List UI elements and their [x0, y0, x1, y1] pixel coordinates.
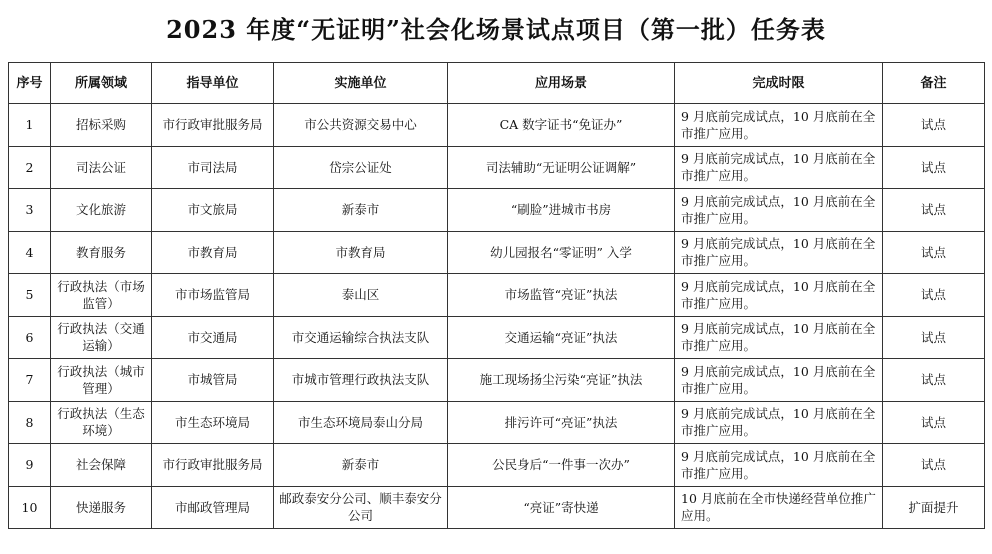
cell-field: 行政执法（市场监管） [51, 274, 152, 317]
cell-no: 9 [9, 444, 51, 487]
cell-field: 教育服务 [51, 231, 152, 274]
cell-guide: 市城管局 [152, 359, 274, 402]
cell-no: 7 [9, 359, 51, 402]
header-no: 序号 [9, 63, 51, 104]
header-note: 备注 [883, 63, 985, 104]
table-row [9, 316, 985, 359]
cell-impl: 新泰市 [274, 444, 448, 487]
header-impl: 实施单位 [274, 63, 448, 104]
cell-impl: 新泰市 [274, 189, 448, 232]
table-row [9, 359, 985, 402]
cell-guide: 市行政审批服务局 [152, 104, 274, 147]
page-title: 2023 年度“无证明”社会化场景试点项目（第一批）任务表 [166, 15, 826, 44]
cell-deadline: 10 月底前在全市快递经营单位推广应用。 [675, 486, 883, 529]
cell-field: 行政执法（城市管理） [51, 359, 152, 402]
cell-scene: 公民身后“一件事一次办” [448, 444, 675, 487]
cell-no: 1 [9, 104, 51, 147]
cell-field: 招标采购 [51, 104, 152, 147]
cell-guide: 市文旅局 [152, 189, 274, 232]
cell-note: 试点 [883, 359, 985, 402]
cell-note: 试点 [883, 444, 985, 487]
table-row [9, 401, 985, 444]
cell-no: 2 [9, 146, 51, 189]
cell-deadline: 9 月底前完成试点，10 月底前在全市推广应用。 [675, 189, 883, 232]
table-row [9, 231, 985, 274]
cell-guide: 市行政审批服务局 [152, 444, 274, 487]
cell-impl: 市公共资源交易中心 [274, 104, 448, 147]
cell-scene: 幼儿园报名“零证明” 入学 [448, 231, 675, 274]
cell-field: 司法公证 [51, 146, 152, 189]
table-row [9, 146, 985, 189]
cell-scene: 交通运输“亮证”执法 [448, 316, 675, 359]
cell-field: 文化旅游 [51, 189, 152, 232]
cell-scene: 市场监管“亮证”执法 [448, 274, 675, 317]
task-table [8, 62, 985, 529]
header-deadline: 完成时限 [675, 63, 883, 104]
cell-scene: “亮证”寄快递 [448, 486, 675, 529]
cell-deadline: 9 月底前完成试点，10 月底前在全市推广应用。 [675, 146, 883, 189]
cell-no: 4 [9, 231, 51, 274]
cell-deadline: 9 月底前完成试点，10 月底前在全市推广应用。 [675, 444, 883, 487]
cell-guide: 市教育局 [152, 231, 274, 274]
cell-impl: 邮政泰安分公司、顺丰泰安分公司 [274, 486, 448, 529]
cell-impl: 市交通运输综合执法支队 [274, 316, 448, 359]
cell-no: 3 [9, 189, 51, 232]
cell-no: 8 [9, 401, 51, 444]
cell-impl: 市城市管理行政执法支队 [274, 359, 448, 402]
cell-deadline: 9 月底前完成试点，10 月底前在全市推广应用。 [675, 316, 883, 359]
cell-scene: 司法辅助“无证明公证调解” [448, 146, 675, 189]
cell-deadline: 9 月底前完成试点，10 月底前在全市推广应用。 [675, 401, 883, 444]
cell-guide: 市邮政管理局 [152, 486, 274, 529]
cell-note: 试点 [883, 189, 985, 232]
table-row [9, 444, 985, 487]
table-row [9, 104, 985, 147]
cell-scene: 排污许可“亮证”执法 [448, 401, 675, 444]
cell-impl: 泰山区 [274, 274, 448, 317]
cell-deadline: 9 月底前完成试点，10 月底前在全市推广应用。 [675, 274, 883, 317]
cell-impl: 市生态环境局泰山分局 [274, 401, 448, 444]
cell-field: 快递服务 [51, 486, 152, 529]
cell-guide: 市交通局 [152, 316, 274, 359]
cell-deadline: 9 月底前完成试点，10 月底前在全市推广应用。 [675, 231, 883, 274]
cell-note: 试点 [883, 401, 985, 444]
table-row [9, 189, 985, 232]
cell-note: 试点 [883, 231, 985, 274]
cell-note: 试点 [883, 316, 985, 359]
table-row [9, 486, 985, 529]
cell-no: 6 [9, 316, 51, 359]
cell-scene: CA 数字证书“免证办” [448, 104, 675, 147]
cell-guide: 市市场监管局 [152, 274, 274, 317]
cell-field: 行政执法（生态环境） [51, 401, 152, 444]
table-row [9, 274, 985, 317]
cell-note: 试点 [883, 104, 985, 147]
header-field: 所属领域 [51, 63, 152, 104]
cell-guide: 市司法局 [152, 146, 274, 189]
cell-no: 10 [9, 486, 51, 529]
cell-scene: “刷脸”进城市书房 [448, 189, 675, 232]
cell-note: 试点 [883, 274, 985, 317]
cell-scene: 施工现场扬尘污染“亮证”执法 [448, 359, 675, 402]
cell-field: 行政执法（交通运输） [51, 316, 152, 359]
cell-field: 社会保障 [51, 444, 152, 487]
cell-guide: 市生态环境局 [152, 401, 274, 444]
cell-no: 5 [9, 274, 51, 317]
cell-impl: 岱宗公证处 [274, 146, 448, 189]
cell-impl: 市教育局 [274, 231, 448, 274]
cell-deadline: 9 月底前完成试点，10 月底前在全市推广应用。 [675, 104, 883, 147]
header-guide: 指导单位 [152, 63, 274, 104]
cell-note: 试点 [883, 146, 985, 189]
table-header-row [9, 63, 985, 104]
cell-deadline: 9 月底前完成试点，10 月底前在全市推广应用。 [675, 359, 883, 402]
cell-note: 扩面提升 [883, 486, 985, 529]
header-scene: 应用场景 [448, 63, 675, 104]
